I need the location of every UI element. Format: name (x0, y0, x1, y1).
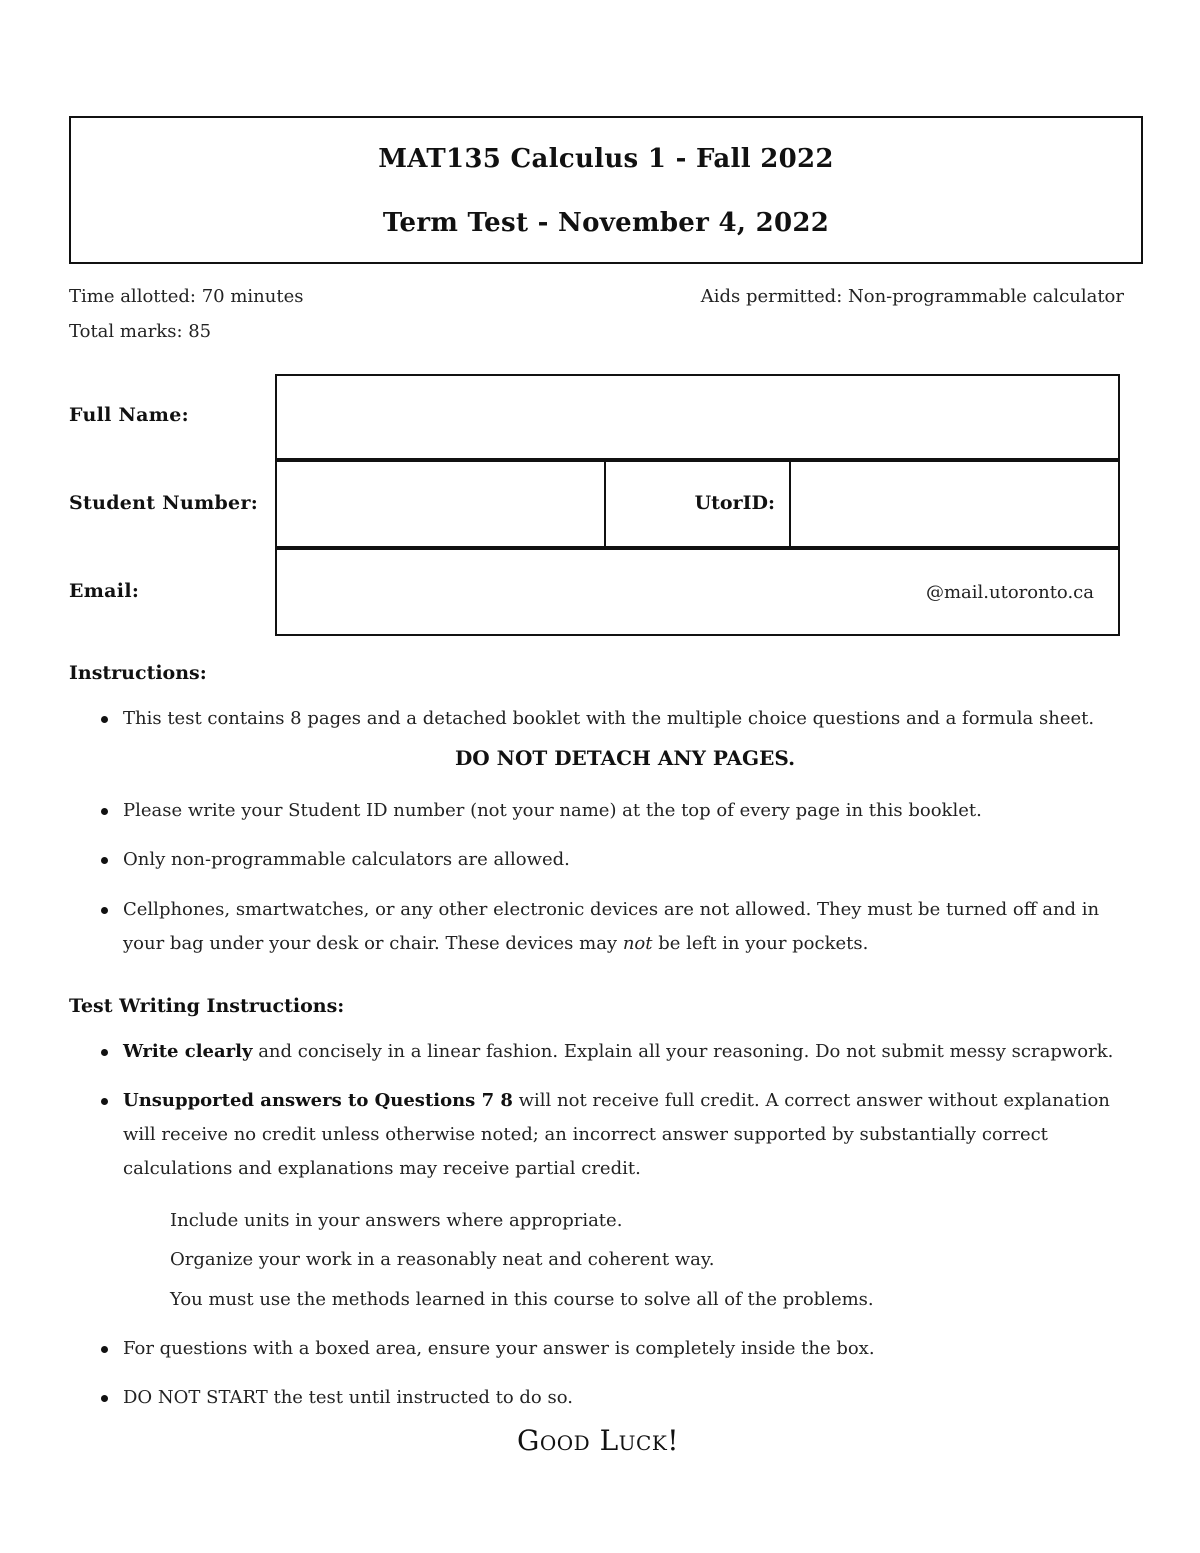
instruction-text-part: will not receive full credit. A correct answer without explanation will receive no credit unless otherwise noted; an incorrect answer supported by substantially correct calculations and explanations may receive partial credit. (123, 1090, 1110, 1179)
list-item (101, 843, 1126, 877)
sub-instruction: Include units in your answers where appropriate. (170, 1210, 623, 1231)
full-name-label: Full Name: (69, 404, 189, 426)
aids-permitted: Aids permitted: Non-programmable calculator (700, 286, 1124, 307)
sub-instruction: You must use the methods learned in this course to solve all of the problems. (170, 1289, 874, 1310)
course-title: MAT135 Calculus 1 - Fall 2022 (378, 144, 834, 174)
time-allotted: Time allotted: 70 minutes (69, 286, 304, 307)
list-item (101, 1084, 1126, 1186)
instruction-text (101, 1035, 1126, 1069)
good-luck-message: Good Luck! (516, 1424, 680, 1457)
utorid-field[interactable] (791, 462, 1118, 546)
instruction-text (101, 1084, 1126, 1186)
instruction-text: Please write your Student ID number (not your name) at the top of every page in this booklet. (123, 800, 982, 821)
total-marks: Total marks: 85 (69, 321, 212, 342)
utorid-label-cell (606, 462, 791, 546)
title-box (69, 116, 1143, 264)
instruction-bold: Write clearly (123, 1041, 253, 1062)
student-id-row (277, 462, 1118, 550)
test-title: Term Test - November 4, 2022 (382, 208, 830, 238)
student-number-field[interactable] (277, 462, 606, 546)
sub-instruction: Organize your work in a reasonably neat and coherent way. (170, 1249, 715, 1270)
student-number-label: Student Number: (69, 492, 259, 514)
email-label: Email: (69, 580, 140, 602)
list-item (101, 702, 1126, 736)
instruction-bold: Unsupported answers to Questions 7 8 (123, 1090, 513, 1111)
email-domain-suffix: @mail.utoronto.ca (925, 582, 1094, 603)
list-item (101, 1332, 1126, 1366)
instruction-text: This test contains 8 pages and a detached booklet with the multiple choice questions and a formula sheet. (123, 708, 1095, 729)
test-writing-heading: Test Writing Instructions: (69, 995, 345, 1017)
instruction-text (101, 893, 1126, 961)
student-info-grid (275, 374, 1120, 636)
instructions-heading: Instructions: (69, 662, 207, 684)
do-not-detach-warning: DO NOT DETACH ANY PAGES. (454, 746, 796, 770)
full-name-field[interactable] (277, 376, 1118, 462)
instruction-text-part: be left in your pockets. (652, 933, 869, 954)
list-item (101, 893, 1126, 961)
instruction-text-part: Cellphones, smartwatches, or any other electronic devices are not allowed. They must be turned off and in your bag under your desk or chair. These devices may (123, 899, 1100, 954)
email-field[interactable] (277, 550, 1118, 634)
list-item (101, 1035, 1126, 1069)
list-item (101, 1381, 1126, 1415)
utorid-label: UtorID: (694, 492, 775, 514)
instruction-text: DO NOT START the test until instructed to do so. (123, 1387, 573, 1408)
list-item (101, 794, 1126, 828)
instruction-text: For questions with a boxed area, ensure your answer is completely inside the box. (123, 1338, 875, 1359)
instruction-text-part: and concisely in a linear fashion. Explain all your reasoning. Do not submit messy scrapwork. (252, 1041, 1114, 1062)
instruction-text: Only non-programmable calculators are allowed. (123, 849, 570, 870)
instruction-emphasis: not (622, 933, 653, 954)
